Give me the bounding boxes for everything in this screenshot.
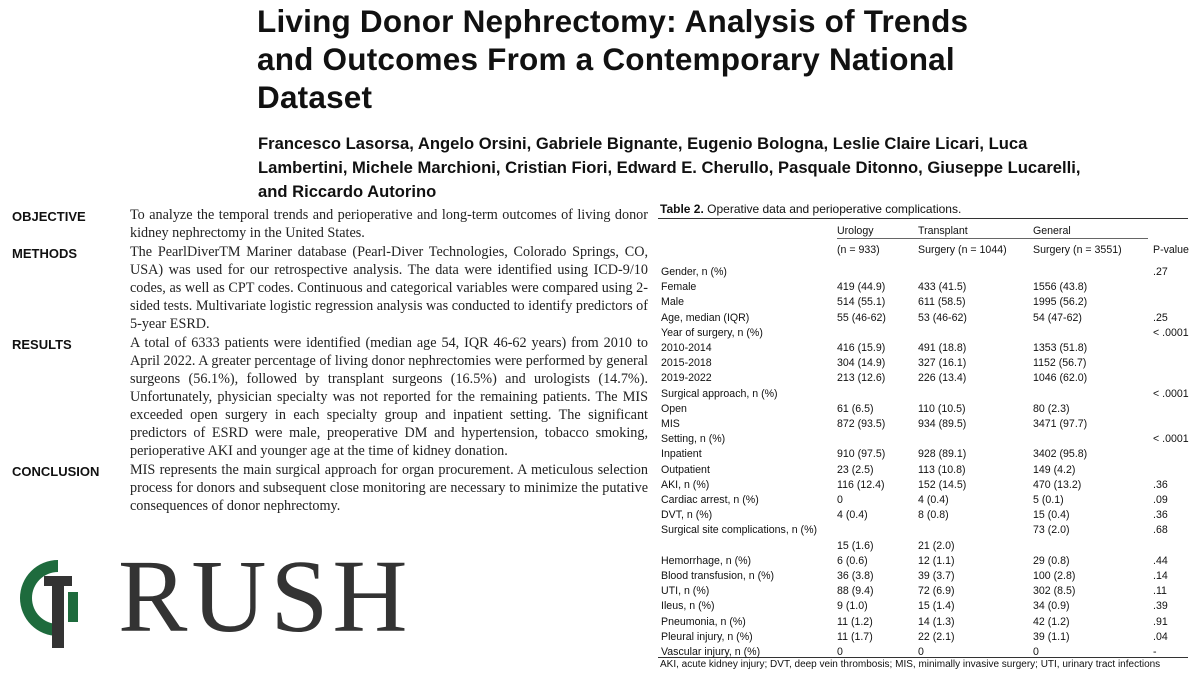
table-cell: 6 (0.6) xyxy=(837,554,868,567)
table-cell: 2015-2018 xyxy=(661,357,712,370)
table-cell: 514 (55.1) xyxy=(837,296,886,309)
rush-emblem-icon xyxy=(14,552,102,652)
table-cell: 3402 (95.8) xyxy=(1033,448,1088,461)
table-row xyxy=(656,280,1192,295)
table-cell: 12 (1.1) xyxy=(918,554,955,567)
table-cell: .91 xyxy=(1153,615,1168,628)
table-cell: 304 (14.9) xyxy=(837,357,886,370)
abstract-methods xyxy=(12,243,648,333)
table-cell: 1046 (62.0) xyxy=(1033,372,1088,385)
table-row xyxy=(656,523,1192,538)
header-transplant-n: Surgery (n = 1044) xyxy=(918,244,1007,256)
table-cell: 23 (2.5) xyxy=(837,463,874,476)
table-cell: Male xyxy=(661,296,684,309)
abstract-label: METHODS xyxy=(12,246,77,261)
table-footnote: AKI, acute kidney injury; DVT, deep vein thrombosis; MIS, minimally invasive surgery; UTI, urinary tract infections xyxy=(660,659,1161,670)
table-cell: 470 (13.2) xyxy=(1033,478,1082,491)
table-cell: 9 (1.0) xyxy=(837,600,868,613)
header-general: General xyxy=(1033,225,1071,237)
table-cell: 2019-2022 xyxy=(661,372,712,385)
table-cell: 910 (97.5) xyxy=(837,448,886,461)
table-row xyxy=(656,599,1192,614)
table-cell: 611 (58.5) xyxy=(918,296,966,309)
table-cell: AKI, n (%) xyxy=(661,478,710,491)
table-row xyxy=(656,493,1192,508)
table-cell: 8 (0.8) xyxy=(918,509,949,522)
table-cell: 872 (93.5) xyxy=(837,418,886,430)
table-row xyxy=(656,417,1192,432)
table-cell: 15 (0.4) xyxy=(1033,509,1070,522)
structured-abstract xyxy=(12,206,648,516)
table-row xyxy=(656,295,1192,310)
table-cell: 21 (2.0) xyxy=(918,539,955,552)
abstract-text: MIS represents the main surgical approach for organ procurement. A meticulous selection process for donors and subsequent close monitoring are necessary to minimize the putative consequences of donor nephrectomy. xyxy=(130,462,648,514)
table-row xyxy=(656,508,1192,523)
table-cell: 3471 (97.7) xyxy=(1033,418,1088,430)
table-top-rule xyxy=(658,218,1188,219)
table-cell: 152 (14.5) xyxy=(918,478,967,491)
table-cell: 4 (0.4) xyxy=(918,494,949,506)
table-row xyxy=(656,387,1192,402)
rush-logo xyxy=(14,539,414,654)
table-row xyxy=(656,539,1192,554)
table-cell: 36 (3.8) xyxy=(837,570,874,582)
table-cell: 11 (1.7) xyxy=(837,630,873,643)
table-row xyxy=(656,463,1192,478)
table-cell: 11 (1.2) xyxy=(837,615,873,628)
abstract-label: RESULTS xyxy=(12,337,72,352)
table-cell: 55 (46-62) xyxy=(837,311,886,324)
table-cell: 1556 (43.8) xyxy=(1033,281,1088,294)
table-cell: 15 (1.6) xyxy=(837,539,874,552)
table-row xyxy=(656,326,1192,341)
table-cell: 928 (89.1) xyxy=(918,448,967,461)
table-cell: 39 (3.7) xyxy=(918,570,955,582)
table-row xyxy=(656,402,1192,417)
table-cell: 416 (15.9) xyxy=(837,342,886,354)
table-cell: .04 xyxy=(1153,630,1168,643)
table-cell: Ileus, n (%) xyxy=(661,600,715,613)
paper-title: Living Donor Nephrectomy: Analysis of Trends and Outcomes From a Contemporary National Dataset xyxy=(257,3,969,115)
table-row xyxy=(656,356,1192,371)
table-row xyxy=(656,447,1192,462)
table-cell: Gender, n (%) xyxy=(661,266,727,278)
table-row xyxy=(656,615,1192,630)
abstract-label: CONCLUSION xyxy=(12,464,100,479)
table-cell: < .0001 xyxy=(1153,433,1189,446)
table-cell: 433 (41.5) xyxy=(918,281,967,294)
header-general-n: Surgery (n = 3551) xyxy=(1033,244,1122,256)
rush-wordmark: RUSH xyxy=(118,539,412,654)
table-cell: 14 (1.3) xyxy=(918,615,955,628)
abstract-text: The PearlDiverTM Mariner database (Pearl-Diver Technologies, Colorado Springs, CO, USA) was used for our retrospective analysis. The data were identified using ICD-9/10 codes, as well as CPT codes. Continuous and categorical variables were compared using 2-sided tests. Multivariate logistic regression analysis was conducted to identify predictors of 5-year ESRD. xyxy=(130,244,648,332)
table-cell: 61 (6.5) xyxy=(837,402,874,415)
operative-data-table xyxy=(656,200,1192,673)
table-cell: 0 xyxy=(1033,646,1039,658)
table-cell: .27 xyxy=(1153,266,1168,278)
table-cell: .11 xyxy=(1153,585,1167,598)
table-cell: 29 (0.8) xyxy=(1033,554,1070,567)
table-cell: 100 (2.8) xyxy=(1033,570,1076,582)
table-cell: 934 (89.5) xyxy=(918,418,967,430)
table-row xyxy=(656,584,1192,599)
table-cell: .14 xyxy=(1153,570,1168,582)
table-cell: Cardiac arrest, n (%) xyxy=(661,494,759,506)
table-cell: 80 (2.3) xyxy=(1033,402,1070,415)
table-cell: < .0001 xyxy=(1153,326,1189,339)
table-cell: Surgical approach, n (%) xyxy=(661,387,778,400)
table-cell: Pneumonia, n (%) xyxy=(661,615,746,628)
table-cell: 42 (1.2) xyxy=(1033,615,1070,628)
table-cell: .36 xyxy=(1153,509,1168,522)
table-cell: 213 (12.6) xyxy=(837,372,886,385)
table-cell: .39 xyxy=(1153,600,1168,613)
table-cell: - xyxy=(1153,646,1157,658)
header-group-rule xyxy=(837,238,1148,239)
table-row xyxy=(656,478,1192,493)
table-cell: Pleural injury, n (%) xyxy=(661,630,753,643)
table-cell: Outpatient xyxy=(661,463,710,476)
table-cell: 116 (12.4) xyxy=(837,478,885,491)
table-cell: Surgical site complications, n (%) xyxy=(661,524,818,537)
table-cell: 149 (4.2) xyxy=(1033,463,1076,476)
table-cell: 15 (1.4) xyxy=(918,600,955,613)
table-cell: .25 xyxy=(1153,311,1168,324)
table-cell: Hemorrhage, n (%) xyxy=(661,554,752,567)
table-row xyxy=(656,311,1192,326)
table-cell: Female xyxy=(661,281,697,294)
table-cell: 34 (0.9) xyxy=(1033,600,1070,613)
table-cell: 110 (10.5) xyxy=(918,402,966,415)
header-urology: Urology xyxy=(837,225,874,237)
table-row xyxy=(656,265,1192,280)
table-cell: < .0001 xyxy=(1153,387,1189,400)
table-cell: Inpatient xyxy=(661,448,702,461)
table-cell: Age, median (IQR) xyxy=(661,311,750,324)
table-cell: 88 (9.4) xyxy=(837,585,874,598)
table-cell: 4 (0.4) xyxy=(837,509,868,522)
table-cell: 0 xyxy=(918,646,924,658)
table-cell: 327 (16.1) xyxy=(918,357,967,370)
table-cell: DVT, n (%) xyxy=(661,509,713,522)
table-cell: 302 (8.5) xyxy=(1033,585,1076,598)
table-cell: 39 (1.1) xyxy=(1033,630,1070,643)
table-cell: 1353 (51.8) xyxy=(1033,342,1088,354)
abstract-label: OBJECTIVE xyxy=(12,209,86,224)
table-cell: 1152 (56.7) xyxy=(1033,357,1087,370)
table-bottom-rule xyxy=(658,657,1188,658)
table-cell: 73 (2.0) xyxy=(1033,524,1070,537)
table-cell: .68 xyxy=(1153,524,1168,537)
table-cell: 113 (10.8) xyxy=(918,463,966,476)
abstract-conclusion xyxy=(12,461,648,515)
abstract-text: A total of 6333 patients were identified (median age 54, IQR 46-62 years) from 2010 to April 2022. A greater percentage of living donor nephrectomies were performed by general surgeons (56.1%), followed by transplant surgeons (16.5%) and urologists (14.7%). Unfortunately, physician specialty was not reported for the remaining patients. The MIS exceeded open surgery in each specialty group and inpatient setting. The significant predictors of ESRD were male, preoperative DM and hypertension, tobacco smoking, perioperative AKI and younger age at the time of kidney donation. xyxy=(130,335,648,459)
table-cell: .09 xyxy=(1153,494,1168,506)
table-cell: 5 (0.1) xyxy=(1033,494,1064,506)
abstract-text: To analyze the temporal trends and perioperative and long-term outcomes of living donor kidney nephrectomy in the United States. xyxy=(130,207,648,241)
abstract-objective xyxy=(12,206,648,242)
table-cell: .36 xyxy=(1153,478,1168,491)
table-caption-label: Table 2. xyxy=(660,202,704,216)
table-cell: 54 (47-62) xyxy=(1033,311,1082,324)
table-cell: 226 (13.4) xyxy=(918,372,967,385)
table-cell: Vascular injury, n (%) xyxy=(661,646,761,658)
table-cell: 2010-2014 xyxy=(661,342,712,354)
table-row xyxy=(656,371,1192,386)
table-cell: 53 (46-62) xyxy=(918,311,967,324)
table-cell: 491 (18.8) xyxy=(918,342,967,354)
table-cell: 1995 (56.2) xyxy=(1033,296,1088,309)
table-cell: 419 (44.9) xyxy=(837,281,886,294)
table-row xyxy=(656,569,1192,584)
table-row xyxy=(656,341,1192,356)
table-caption-text: Operative data and perioperative complications. xyxy=(707,202,962,216)
table-row xyxy=(656,554,1192,569)
table-row xyxy=(656,630,1192,645)
author-list: Francesco Lasorsa, Angelo Orsini, Gabriele Bignante, Eugenio Bologna, Leslie Claire Licari, Luca Lambertini, Michele Marchioni, Cristian Fiori, Edward E. Cherullo, Pasquale Ditonno, Giuseppe Lucarelli, and Riccardo Autorino xyxy=(258,134,1081,201)
abstract-results xyxy=(12,334,648,460)
table-cell: UTI, n (%) xyxy=(661,585,710,598)
table-cell: 22 (2.1) xyxy=(918,630,955,643)
table-cell: 0 xyxy=(837,646,843,658)
table-row xyxy=(656,432,1192,447)
header-urology-n: (n = 933) xyxy=(837,244,880,256)
table-cell: Blood transfusion, n (%) xyxy=(661,570,775,582)
table-caption xyxy=(660,202,961,216)
table-cell: Year of surgery, n (%) xyxy=(661,326,763,339)
table-cell: MIS xyxy=(661,418,680,430)
table-cell: 72 (6.9) xyxy=(918,585,955,598)
table-cell: Setting, n (%) xyxy=(661,433,726,446)
table-cell: 0 xyxy=(837,494,843,506)
table-cell: Open xyxy=(661,402,687,415)
table-cell: .44 xyxy=(1153,554,1168,567)
header-transplant: Transplant xyxy=(918,225,968,237)
header-p-value: P-value xyxy=(1153,244,1189,256)
